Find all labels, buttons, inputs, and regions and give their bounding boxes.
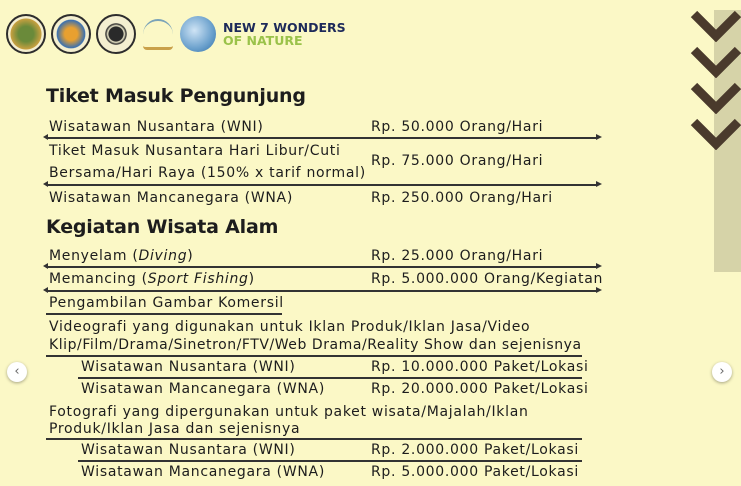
n7-line2: OF NATURE (223, 33, 303, 48)
photo-desc-1: Fotografi yang dipergunakan untuk paket wisata/Majalah/Iklan (49, 404, 529, 420)
video-wni-price: Rp. 10.000.000 Paket/Lokasi (371, 359, 589, 375)
n7-line1: NEW 7 WONDERS (223, 20, 346, 35)
chevron-right-icon: › (719, 364, 725, 379)
row-label-fishing: Memancing (Sport Fishing) (49, 271, 255, 287)
chevron-left-icon: ‹ (14, 364, 20, 379)
row-label-wni: Wisatawan Nusantara (WNI) (49, 119, 264, 135)
new7wonders-globe-icon (180, 16, 216, 52)
row-label-holiday-2: Bersama/Hari Raya (150% x tarif normal) (49, 165, 366, 181)
section-title-nature-activities: Kegiatan Wisata Alam (46, 216, 279, 238)
chevron-stack (690, 10, 741, 154)
row-label-diving: Menyelam (Diving) (49, 248, 194, 264)
row-label-holiday-1: Tiket Masuk Nusantara Hari Libur/Cuti (49, 143, 341, 159)
ministry-logo-icon (6, 14, 46, 54)
video-desc-2: Klip/Film/Drama/Sinetron/FTV/Web Drama/Reality Show dan sejenisnya (49, 337, 582, 353)
divider (46, 313, 282, 315)
divider (78, 460, 582, 462)
chevron-down-icon (690, 118, 741, 150)
photo-wna-price: Rp. 5.000.000 Paket/Lokasi (371, 464, 579, 480)
video-wni-label: Wisatawan Nusantara (WNI) (81, 359, 296, 375)
video-wna-label: Wisatawan Mancanegara (WNA) (81, 381, 325, 397)
divider (46, 266, 598, 268)
photo-wni-label: Wisatawan Nusantara (WNI) (81, 442, 296, 458)
photo-wna-label: Wisatawan Mancanegara (WNA) (81, 464, 325, 480)
chevron-down-icon (690, 82, 741, 114)
carousel-next-button[interactable] (712, 362, 732, 382)
divider (78, 377, 582, 379)
divider (46, 438, 582, 440)
new7wonders-text (223, 21, 346, 47)
national-park-logo-icon (51, 14, 91, 54)
carousel-prev-button[interactable] (7, 362, 27, 382)
chevron-down-icon (690, 46, 741, 78)
row-price-wna: Rp. 250.000 Orang/Hari (371, 190, 553, 206)
divider (46, 137, 598, 139)
row-price-holiday: Rp. 75.000 Orang/Hari (371, 153, 544, 169)
row-price-wni: Rp. 50.000 Orang/Hari (371, 119, 544, 135)
row-price-diving: Rp. 25.000 Orang/Hari (371, 248, 544, 264)
section-title-visitor-tickets: Tiket Masuk Pengunjung (46, 85, 306, 107)
komodo-logo-icon (141, 14, 175, 54)
photo-wni-price: Rp. 2.000.000 Paket/Lokasi (371, 442, 579, 458)
video-wna-price: Rp. 20.000.000 Paket/Lokasi (371, 381, 589, 397)
divider (46, 290, 598, 292)
divider (46, 184, 598, 186)
row-label-wna: Wisatawan Mancanegara (WNA) (49, 190, 293, 206)
divider (46, 355, 582, 357)
row-price-fishing: Rp. 5.000.000 Orang/Kegiatan (371, 271, 604, 287)
photo-desc-2: Produk/Iklan Jasa dan sejenisnya (49, 421, 301, 437)
chevron-down-icon (690, 10, 741, 42)
partner-logos (6, 14, 346, 54)
row-label-commercial: Pengambilan Gambar Komersil (49, 295, 284, 311)
world-heritage-logo-icon (96, 14, 136, 54)
video-desc-1: Videografi yang digunakan untuk Iklan Produk/Iklan Jasa/Video (49, 319, 531, 335)
